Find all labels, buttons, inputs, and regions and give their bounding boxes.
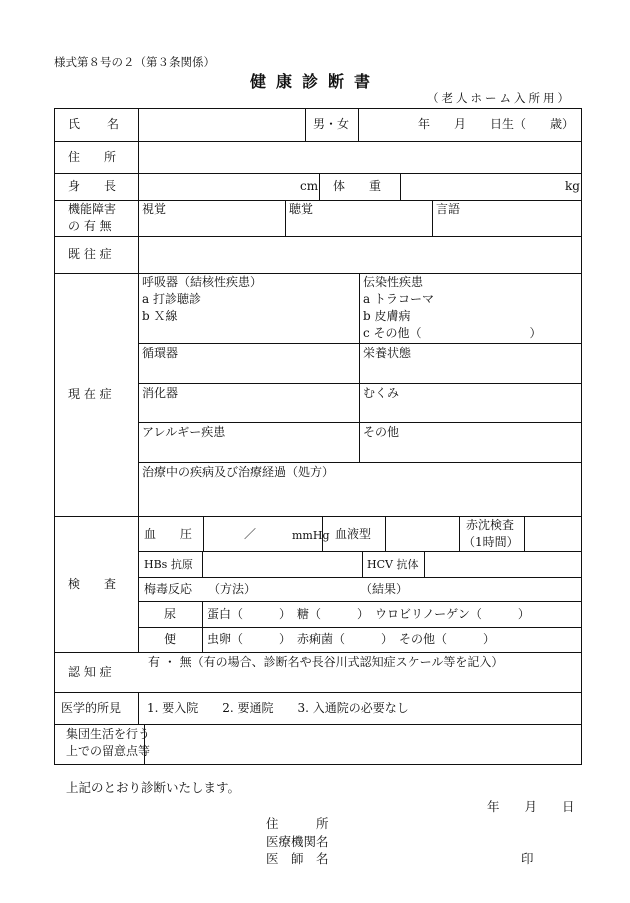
- diagnosis-statement: 上記のとおり診断いたします。: [66, 780, 241, 795]
- exam-label: 検 査: [68, 577, 117, 591]
- syphilis-result: （結果）: [360, 582, 409, 596]
- weight-label: 体 重: [333, 179, 382, 193]
- findings-label: 医学的所見: [61, 701, 122, 715]
- group-label-line2: 上での留意点等: [66, 744, 151, 758]
- infectious-title: 伝染性疾患: [363, 275, 424, 289]
- diagnosis-date: 年 月 日: [487, 799, 575, 814]
- findings-options[interactable]: 1. 要入院 2. 要通院 3. 入通院の必要なし: [147, 701, 409, 715]
- stool-items: 虫卵（ ） 赤痢菌（ ） その他（ ）: [207, 632, 496, 646]
- esr-label-line2: （1時間）: [463, 535, 519, 549]
- hbs-label: HBs 抗原: [144, 558, 193, 571]
- speech-label: 言語: [436, 202, 461, 216]
- blood-pressure-slash: ／: [244, 527, 257, 541]
- infectious-a: a トラコーマ: [363, 292, 434, 306]
- height-label: 身 長: [68, 179, 117, 193]
- name-label: 氏 名: [68, 117, 121, 131]
- hearing-label: 聴覚: [289, 202, 314, 216]
- stool-label: 便: [164, 632, 177, 646]
- seal-mark: 印: [521, 851, 534, 866]
- urine-items: 蛋白（ ） 糖（ ） ウロビリノーゲン（ ）: [207, 607, 530, 621]
- address-label: 住 所: [68, 150, 117, 164]
- syphilis-label: 梅毒反応: [144, 582, 193, 596]
- doctor-name-label: 医 師 名: [266, 851, 329, 866]
- height-unit: cm: [300, 179, 319, 193]
- birthdate-field[interactable]: 年 月 日生（ 歳）: [418, 117, 575, 131]
- history-label: 既 往 症: [68, 247, 112, 261]
- disability-label-line1: 機能障害: [68, 202, 117, 216]
- physician-address-label: 住 所: [266, 816, 329, 831]
- disability-label-line2: の 有 無: [68, 219, 112, 233]
- form-code: 様式第８号の２（第３条関係）: [54, 55, 215, 69]
- vision-label: 視覚: [142, 202, 167, 216]
- document-subtitle: （老人ホーム入所用）: [427, 91, 572, 105]
- address-field[interactable]: [139, 142, 580, 172]
- dementia-label: 認 知 症: [68, 665, 112, 679]
- dementia-text: 有 ・ 無（有の場合、診断名や長谷川式認知症スケール等を記入）: [148, 655, 504, 669]
- current-label: 現 在 症: [68, 387, 112, 401]
- edema-label: むくみ: [363, 386, 400, 400]
- weight-unit: kg: [565, 179, 580, 193]
- hcv-label: HCV 抗体: [367, 558, 419, 571]
- esr-label-line1: 赤沈検査: [466, 518, 515, 532]
- blood-type-label: 血液型: [335, 527, 372, 541]
- respiratory-title: 呼吸器（結核性疾患）: [142, 275, 263, 289]
- blood-pressure-unit: mmHg: [292, 529, 330, 542]
- institution-label: 医療機関名: [266, 834, 329, 849]
- treatment-label: 治療中の疾病及び治療経過（処方）: [142, 465, 335, 479]
- document-title: 健康診断書: [249, 72, 380, 91]
- circulatory-label: 循環器: [142, 346, 179, 360]
- sex-selector[interactable]: 男・女: [313, 117, 350, 131]
- infectious-b: b 皮膚病: [363, 309, 411, 323]
- respiratory-a: a 打診聴診: [142, 292, 201, 306]
- blood-pressure-label: 血 圧: [144, 527, 193, 541]
- other-label: その他: [363, 425, 400, 439]
- urine-label: 尿: [164, 607, 177, 621]
- digestive-label: 消化器: [142, 386, 179, 400]
- nutrition-label: 栄養状態: [363, 346, 412, 360]
- name-field[interactable]: [139, 109, 304, 140]
- infectious-c: c その他（ ）: [363, 326, 542, 340]
- syphilis-method: （方法）: [208, 582, 257, 596]
- respiratory-b: b Ｘ線: [142, 309, 178, 323]
- group-label-line1: 集団生活を行う: [66, 727, 151, 741]
- allergy-label: アレルギー疾患: [142, 425, 226, 439]
